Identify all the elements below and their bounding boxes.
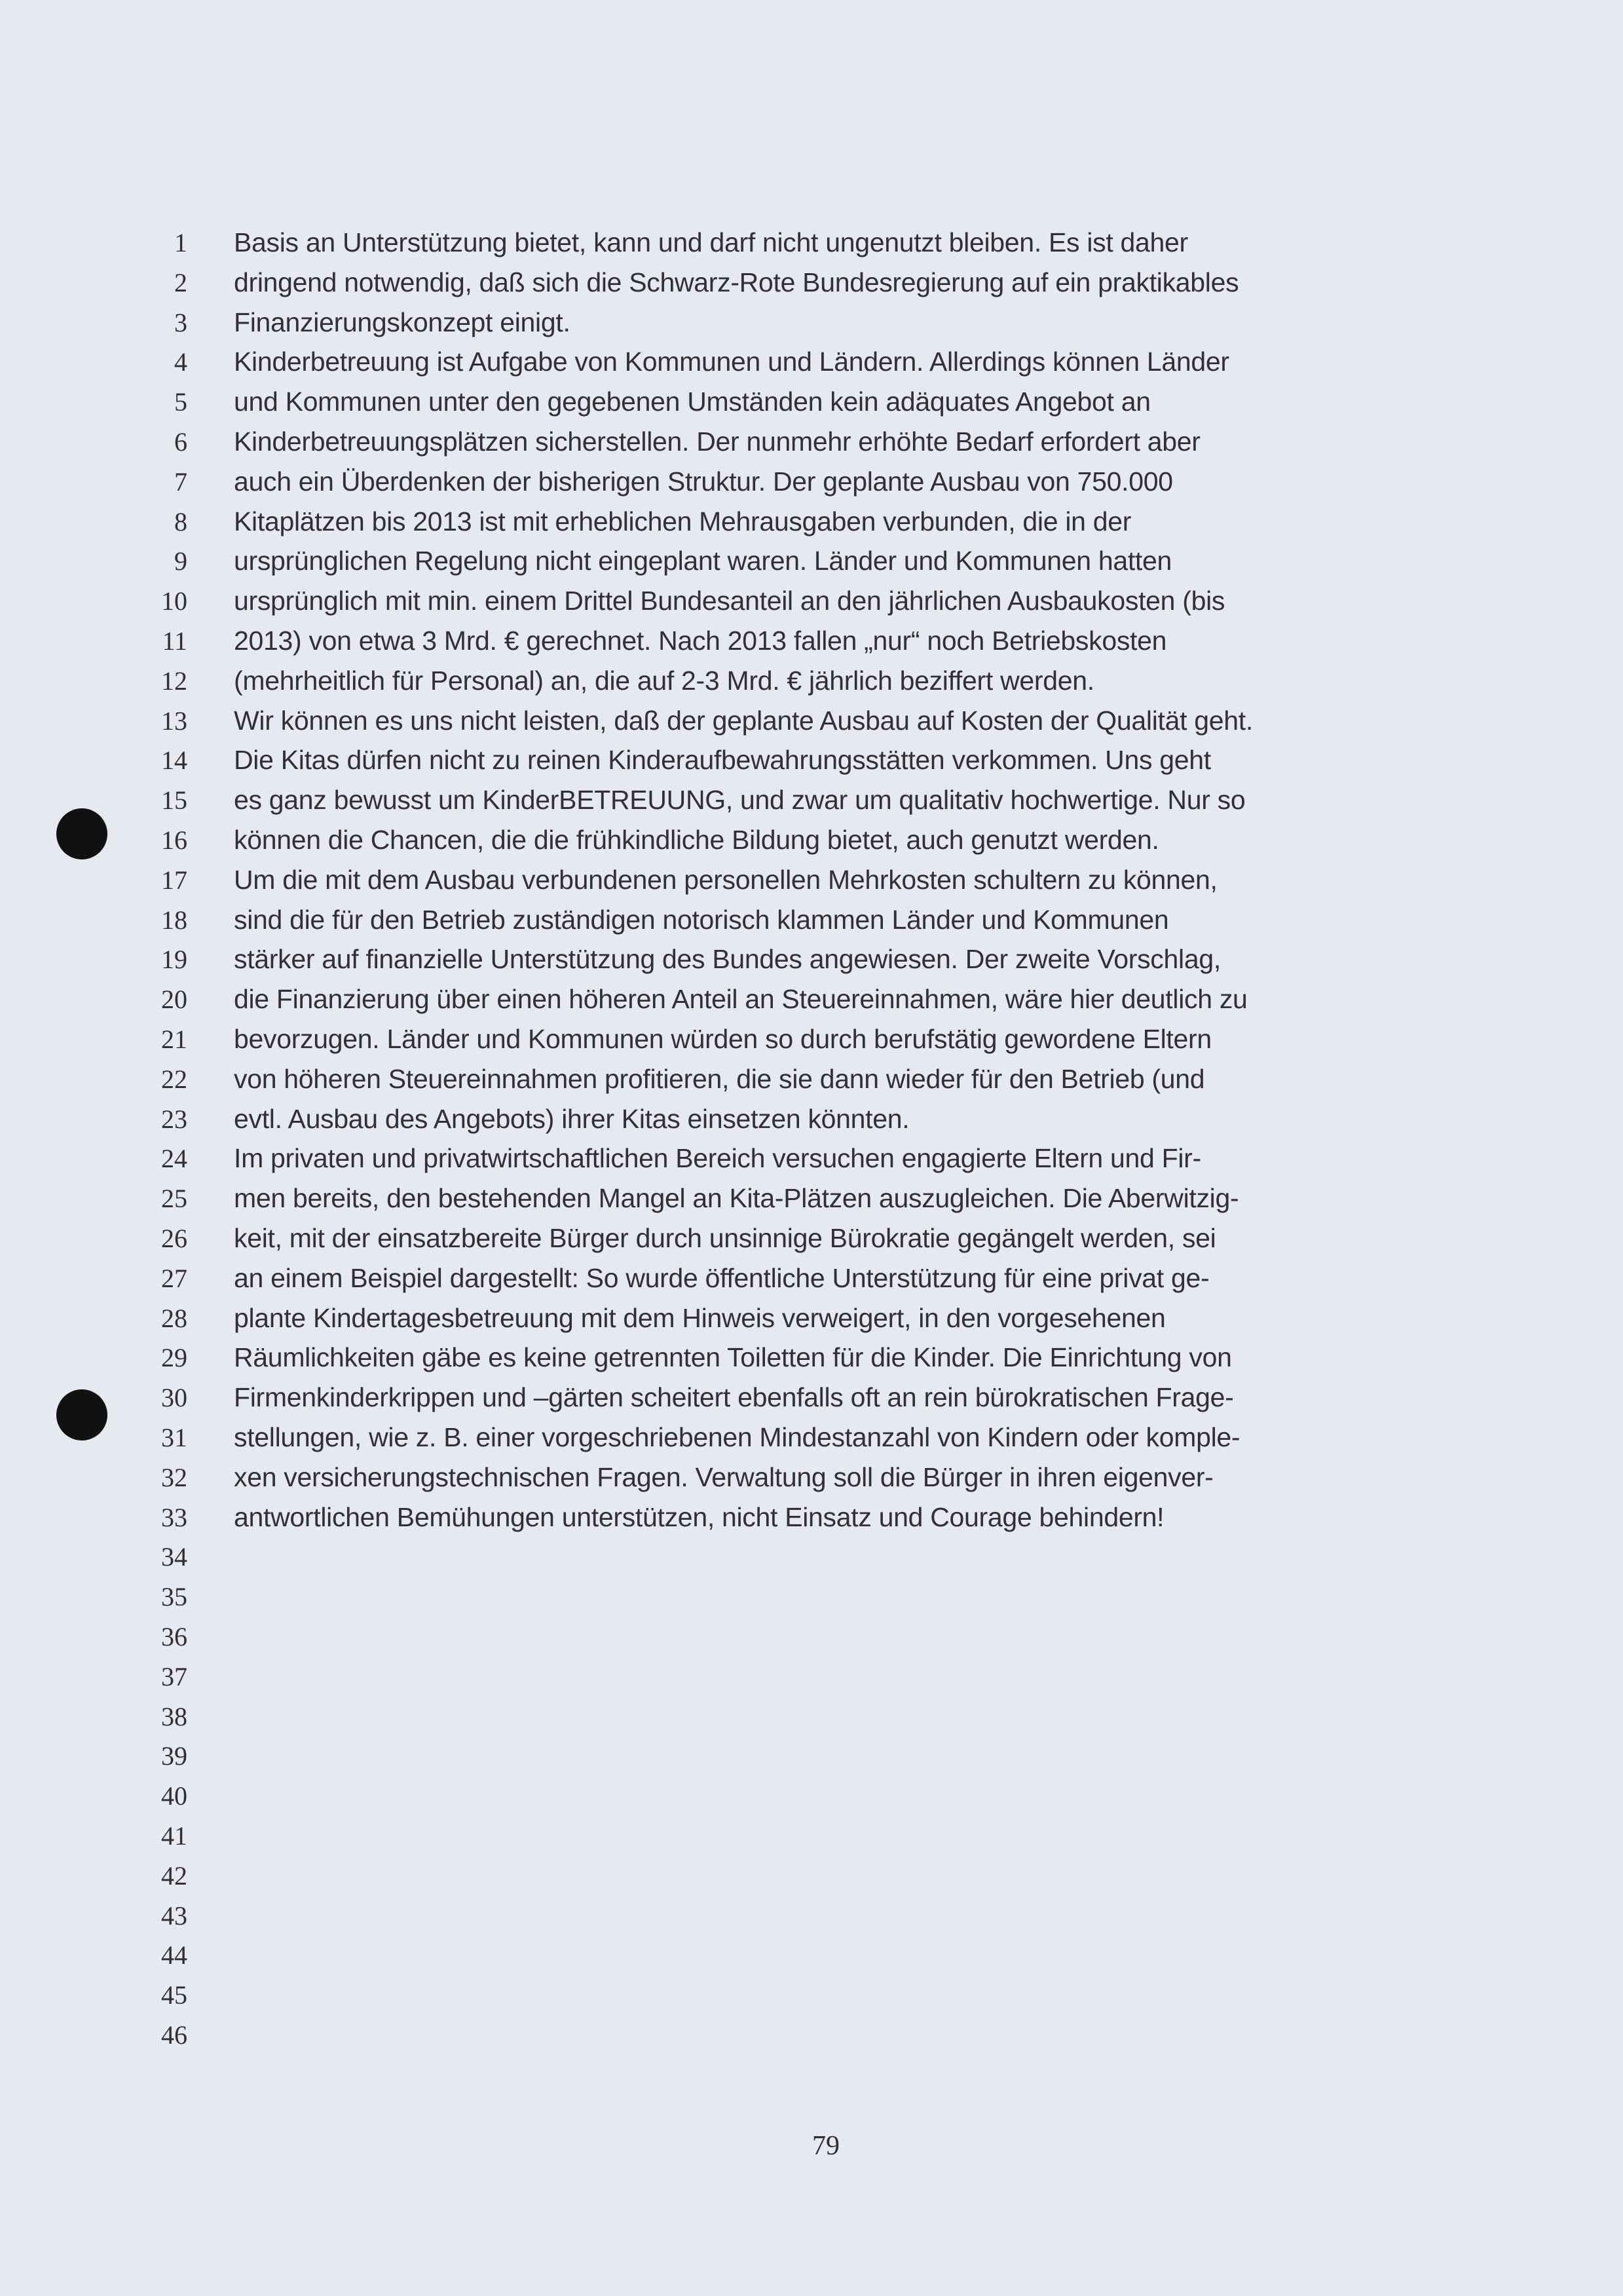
line-text: evtl. Ausbau des Angebots) ihrer Kitas einsetzen könnten. [234,1103,910,1134]
line-number: 37 [161,1661,187,1691]
line-text: dringend notwendig, daß sich die Schwarz-Rote Bundesregierung auf ein praktikables [234,267,1239,297]
text-line [0,1338,1623,1378]
text-line [0,581,1623,621]
line-text: xen versicherungstechnischen Fragen. Verwaltung soll die Bürger in ihren eigenver- [234,1461,1214,1492]
text-line [0,1139,1623,1178]
line-number: 11 [162,626,187,656]
text-line [0,900,1623,940]
line-number: 44 [161,1940,187,1970]
line-number: 5 [174,387,187,417]
text-line [0,1418,1623,1458]
line-text: (mehrheitlich für Personal) an, die auf 2-3 Mrd. € jährlich beziffert werden. [234,665,1094,696]
line-number: 2 [174,267,187,297]
line-number: 24 [161,1144,187,1174]
text-line [0,661,1623,701]
line-text: Basis an Unterstützung bietet, kann und darf nicht ungenutzt bleiben. Es ist daher [234,227,1188,257]
line-number: 6 [174,427,187,457]
text-line [0,1497,1623,1537]
text-line [0,422,1623,462]
line-text: keit, mit der einsatzbereite Bürger durch unsinnige Bürokratie gegängelt werden, sei [234,1223,1216,1253]
line-number: 42 [161,1860,187,1891]
text-line [0,382,1623,422]
line-number: 36 [161,1622,187,1651]
line-text: sind die für den Betrieb zuständigen notorisch klammen Länder und Kommunen [234,904,1169,935]
line-number: 12 [161,666,187,696]
line-number: 21 [161,1025,187,1054]
line-number: 20 [161,985,187,1015]
text-line [0,1896,1623,1936]
line-text: bevorzugen. Länder und Kommunen würden so durch berufstätig gewordene Eltern [234,1024,1212,1054]
line-number: 35 [161,1582,187,1612]
text-line [0,1298,1623,1338]
text-line [0,939,1623,979]
line-text: Kinderbetreuung ist Aufgabe von Kommunen und Ländern. Allerdings können Länder [234,347,1229,377]
text-line [0,1218,1623,1258]
text-line [0,1378,1623,1418]
line-text: auch ein Überdenken der bisherigen Struktur. Der geplante Ausbau von 750.000 [234,466,1173,497]
text-line [0,1537,1623,1577]
line-number: 23 [161,1104,187,1134]
line-number: 7 [174,466,187,497]
line-text: stellungen, wie z. B. einer vorgeschriebenen Mindestanzahl von Kindern oder komple- [234,1422,1241,1452]
page-number: 79 [812,2131,840,2161]
line-number: 33 [161,1502,187,1532]
line-number: 1 [174,228,187,257]
line-text: die Finanzierung über einen höheren Anteil an Steuereinnahmen, wäre hier deutlich zu [234,984,1248,1015]
line-number: 25 [161,1184,187,1214]
text-line [0,1736,1623,1776]
line-number: 18 [161,905,187,935]
line-number: 38 [161,1701,187,1731]
text-line [0,263,1623,303]
line-number: 27 [161,1263,187,1293]
text-line [0,1059,1623,1099]
text-line [0,780,1623,820]
text-line [0,621,1623,661]
line-number: 30 [161,1383,187,1413]
line-text: stärker auf finanzielle Unterstützung des Bundes angewiesen. Der zweite Vorschlag, [234,944,1221,975]
text-line [0,1697,1623,1737]
line-text: Räumlichkeiten gäbe es keine getrennten Toiletten für die Kinder. Die Einrichtung von [234,1342,1232,1373]
text-line [0,740,1623,780]
line-number: 32 [161,1462,187,1492]
line-number: 45 [161,1980,187,2010]
line-number: 14 [161,745,187,776]
line-text: men bereits, den bestehenden Mangel an Kita-Plätzen auszugleichen. Die Aberwitzig- [234,1183,1239,1214]
text-line [0,303,1623,343]
line-text: Wir können es uns nicht leisten, daß der geplante Ausbau auf Kosten der Qualität geht. [234,705,1253,736]
line-number: 3 [174,307,187,337]
line-number: 16 [161,825,187,855]
text-line [0,462,1623,502]
line-number: 34 [161,1542,187,1572]
text-line [0,1776,1623,1816]
line-number: 29 [161,1343,187,1373]
text-line [0,1935,1623,1975]
text-line [0,342,1623,382]
line-text: und Kommunen unter den gegebenen Umständen kein adäquates Angebot an [234,386,1151,417]
text-line [0,1816,1623,1856]
text-line [0,1856,1623,1896]
line-number: 4 [174,347,187,377]
line-text: Finanzierungskonzept einigt. [234,307,570,337]
line-text: von höheren Steuereinnahmen profitieren, die sie dann wieder für den Betrieb (und [234,1063,1205,1094]
line-number: 43 [161,1900,187,1930]
line-number: 28 [161,1303,187,1333]
line-text: an einem Beispiel dargestellt: So wurde öffentliche Unterstützung für eine privat ge- [234,1262,1210,1293]
line-text: Kitaplätzen bis 2013 ist mit erheblichen Mehrausgaben verbunden, die in der [234,506,1132,536]
line-number: 9 [174,546,187,576]
line-number: 15 [161,785,187,816]
text-line [0,860,1623,900]
line-text: Die Kitas dürfen nicht zu reinen Kinderaufbewahrungsstätten verkommen. Uns geht [234,745,1211,776]
line-text: plante Kindertagesbetreuung mit dem Hinweis verweigert, in den vorgesehenen [234,1302,1166,1333]
line-number: 39 [161,1741,187,1771]
text-line [0,820,1623,860]
line-text: Kinderbetreuungsplätzen sicherstellen. Der nunmehr erhöhte Bedarf erfordert aber [234,426,1201,457]
text-line [0,1258,1623,1298]
text-line [0,1975,1623,2015]
text-line [0,979,1623,1019]
text-line [0,541,1623,581]
line-text: Im privaten und privatwirtschaftlichen Bereich versuchen engagierte Eltern und Fir- [234,1143,1201,1174]
line-number: 26 [161,1224,187,1253]
line-number: 13 [161,706,187,736]
line-number: 10 [161,586,187,616]
line-number: 22 [161,1064,187,1094]
line-number: 19 [161,945,187,975]
line-number: 17 [161,865,187,895]
text-line [0,502,1623,542]
text-line [0,1458,1623,1497]
line-text: können die Chancen, die die frühkindliche Bildung bietet, auch genutzt werden. [234,825,1159,855]
text-line [0,1577,1623,1617]
text-line [0,701,1623,741]
text-line [0,1178,1623,1218]
line-text: 2013) von etwa 3 Mrd. € gerechnet. Nach 2013 fallen „nur“ noch Betriebskosten [234,626,1167,656]
line-number: 40 [161,1781,187,1811]
line-number: 46 [161,2020,187,2050]
text-line [0,2015,1623,2055]
line-number: 41 [161,1821,187,1851]
line-number: 31 [161,1423,187,1452]
line-text: Firmenkinderkrippen und –gärten scheitert ebenfalls oft an rein bürokratischen Frage- [234,1382,1234,1413]
line-text: Um die mit dem Ausbau verbundenen personellen Mehrkosten schultern zu können, [234,864,1218,895]
line-number: 8 [174,506,187,536]
text-line [0,1099,1623,1139]
text-line [0,1617,1623,1657]
line-text: ursprünglichen Regelung nicht eingeplant waren. Länder und Kommunen hatten [234,546,1172,576]
line-text: ursprünglich mit min. einem Drittel Bundesanteil an den jährlichen Ausbaukosten (bis [234,586,1225,616]
text-line [0,223,1623,263]
line-text: es ganz bewusst um KinderBETREUUNG, und zwar um qualitativ hochwertige. Nur so [234,785,1246,816]
text-line [0,1657,1623,1697]
line-text: antwortlichen Bemühungen unterstützen, nicht Einsatz und Courage behindern! [234,1501,1165,1532]
text-line [0,1019,1623,1059]
